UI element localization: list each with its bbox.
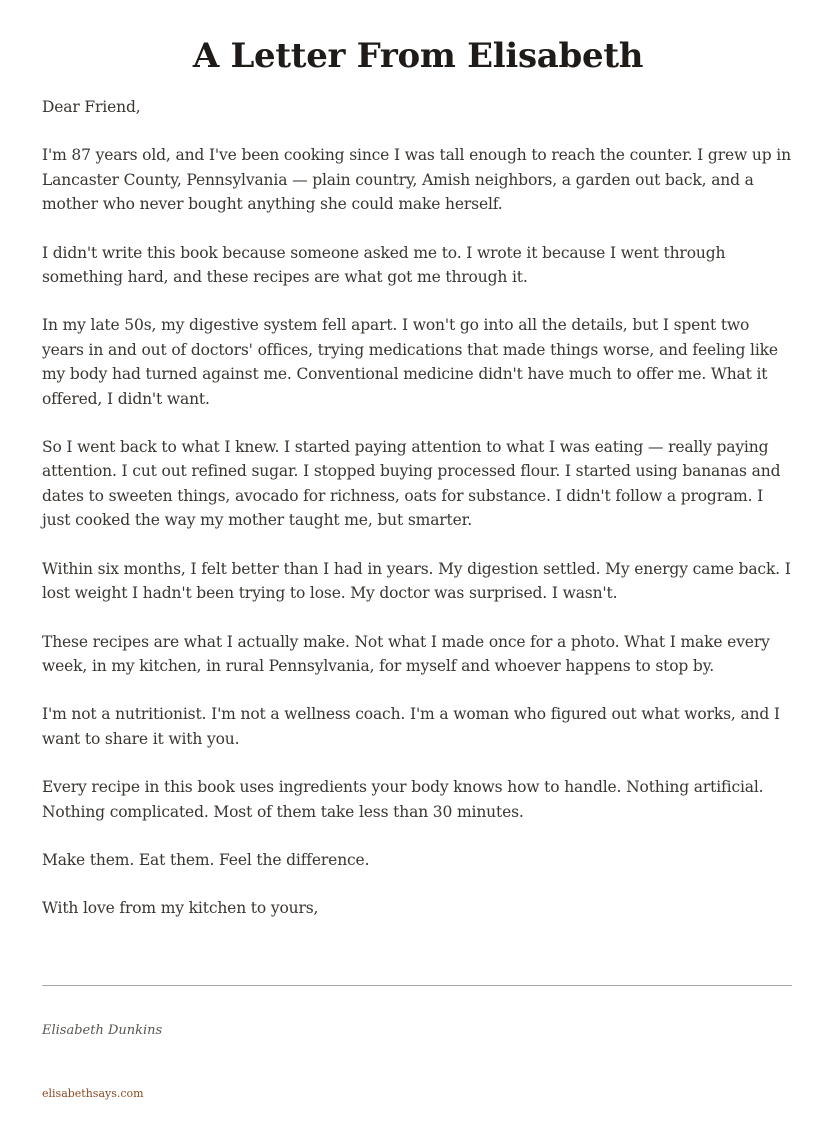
letter-paragraph: I'm not a nutritionist. I'm not a wellness coach. I'm a woman who figured out what works, and I want to share it with you.: [42, 705, 780, 748]
closing-line: With love from my kitchen to yours,: [42, 899, 319, 918]
page-title: A Letter From Elisabeth: [192, 36, 644, 76]
letter-paragraph: Every recipe in this book uses ingredients your body knows how to handle. Nothing artificial. Nothing complicated. Most of them take less than 30 minutes.: [42, 778, 764, 821]
signature-divider: [42, 985, 792, 986]
salutation: Dear Friend,: [42, 98, 141, 116]
letter-paragraph: So I went back to what I knew. I started paying attention to what I was eating — really paying attention. I cut out refined sugar. I stopped buying processed flour. I started using bananas and dates to sweeten things, avocado for richness, oats for substance. I didn't follow a program. I just cooked the way my mother taught me, but smarter.: [42, 438, 781, 530]
letter-paragraph: I didn't write this book because someone asked me to. I wrote it because I went through something hard, and these recipes are what got me through it.: [42, 243, 726, 287]
letter-paragraph: Within six months, I felt better than I had in years. My digestion settled. My energy came back. I lost weight I hadn't been trying to lose. My doctor was surprised. I wasn't.: [42, 559, 791, 603]
letter-paragraph: Make them. Eat them. Feel the difference.: [42, 850, 370, 869]
signature: Elisabeth Dunkins: [42, 1023, 163, 1038]
letter-body: [42, 95, 794, 945]
letter-paragraph: In my late 50s, my digestive system fell apart. I won't go into all the details, but I spent two years in and out of doctors' offices, trying medications that made things worse, and feeling like my body had turned against me. Conventional medicine didn't have much to offer me. What it offered, I didn't want.: [42, 316, 778, 408]
letter-paragraph: I'm 87 years old, and I've been cooking since I was tall enough to reach the counter. I grew up in Lancaster County, Pennsylvania — plain country, Amish neighbors, a garden out back, and a mother who never bought anything she could make herself.: [42, 146, 791, 214]
website-link[interactable]: elisabethsays.com: [42, 1087, 144, 1100]
letter-paragraph: These recipes are what I actually make. Not what I made once for a photo. What I make every week, in my kitchen, in rural Pennsylvania, for myself and whoever happens to stop by.: [42, 632, 770, 675]
letter-page: [42, 0, 794, 1130]
